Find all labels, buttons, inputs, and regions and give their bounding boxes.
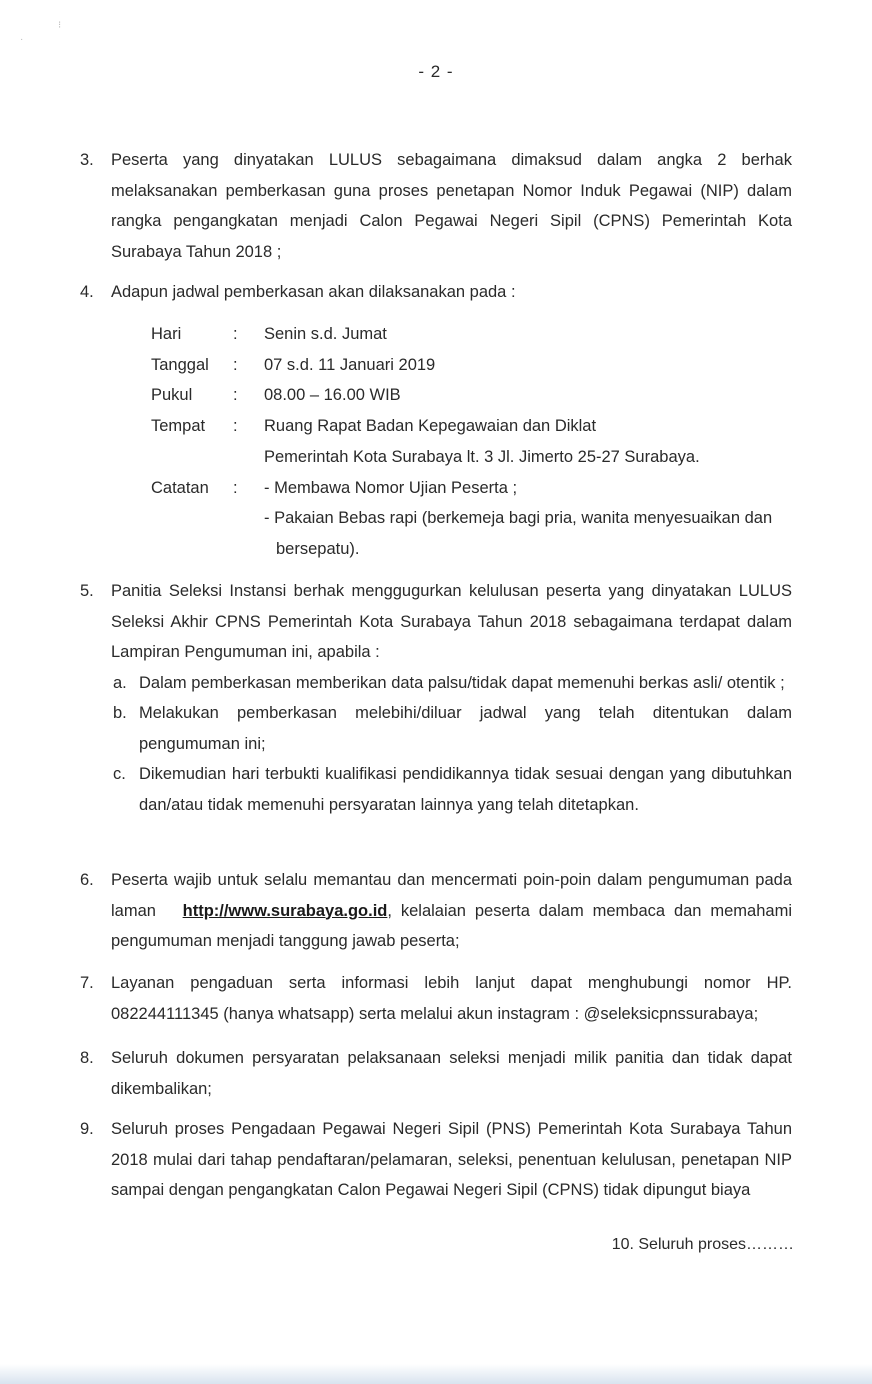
sub-item-a [113, 668, 792, 699]
continuation-text: 10. Seluruh proses……… [611, 1236, 794, 1253]
sub-item-letter: b. [113, 704, 127, 722]
item-number: 8. [80, 1049, 94, 1067]
list-item-6 [80, 865, 792, 957]
sub-item-b [113, 698, 792, 759]
sub-item-text: Melakukan pemberkasan melebihi/diluar jadwal yang telah ditentukan dalam pengumuman ini; [139, 704, 792, 753]
schedule-label: Tempat [151, 417, 206, 436]
list-item-3 [80, 145, 792, 267]
schedule-value: 07 s.d. 11 Januari 2019 [264, 355, 436, 374]
item-number: 4. [80, 283, 94, 301]
schedule-colon: : [233, 478, 238, 497]
schedule-value [264, 473, 801, 565]
schedule-value [264, 411, 801, 472]
sub-item-letter: a. [113, 673, 127, 692]
schedule-colon: : [233, 386, 238, 405]
schedule-row-tanggal [151, 350, 801, 381]
item-number: 6. [80, 871, 94, 889]
item-text: Peserta yang dinyatakan LULUS sebagaimana dimaksud dalam angka 2 berhak melaksanakan pemberkasan guna proses penetapan Nomor Induk Pegawai (NIP) dalam rangka pengangkatan menjadi Calon Pegawai Negeri Sipil (CPNS) Pemerintah Kota Surabaya Tahun 2018 ; [111, 151, 792, 261]
item-text: Layanan pengaduan serta informasi lebih lanjut dapat menghubungi nomor HP. 082244111345 (hanya whatsapp) serta melalui akun instagram : @seleksicpnssurabaya; [111, 974, 792, 1023]
schedule-colon: : [233, 417, 238, 436]
schedule-value-line: bersepatu). [276, 539, 360, 558]
page-number: - 2 - [418, 62, 454, 81]
schedule-value-line: Ruang Rapat Badan Kepegawaian dan Diklat [264, 417, 597, 436]
website-link[interactable]: http://www.surabaya.go.id [182, 901, 388, 920]
scan-speck: · [20, 34, 24, 45]
item-text-part: Peserta wajib untuk selalu memantau dan mencermati poin-poin dalam pengumuman pada laman [111, 871, 792, 920]
item-text: Seluruh proses Pengadaan Pegawai Negeri Sipil (PNS) Pemerintah Kota Surabaya Tahun 2018 mulai dari tahap pendaftaran/pelamaran, seleksi, penentuan kelulusan, penetapan NIP sampai dengan pengangkatan Calon Pegawai Negeri Sipil (CPNS) tidak dipungut biaya [111, 1120, 792, 1199]
item-number: 3. [80, 151, 94, 169]
schedule-row-catatan [151, 473, 801, 565]
item-text: Panitia Seleksi Instansi berhak menggugurkan kelulusan peserta yang dinyatakan LULUS Seleksi Akhir CPNS Pemerintah Kota Surabaya Tahun 2018 sebagaimana terdapat dalam Lampiran Pengumuman ini, apabila : [111, 582, 792, 661]
schedule-value: Senin s.d. Jumat [264, 325, 387, 343]
sub-list [113, 668, 792, 821]
schedule-colon: : [233, 355, 238, 374]
list-item-8 [80, 1043, 792, 1104]
schedule-label: Catatan [151, 478, 209, 497]
item-number: 5. [80, 582, 94, 600]
sub-item-text: Dikemudian hari terbukti kualifikasi pendidikannya tidak sesuai dengan yang dibutuhkan dan/atau tidak memenuhi persyaratan lainnya yang telah ditetapkan. [139, 765, 792, 814]
item-text: Adapun jadwal pemberkasan akan dilaksanakan pada : [111, 283, 516, 301]
schedule-label: Pukul [151, 386, 193, 405]
item-text: Seluruh dokumen persyaratan pelaksanaan seleksi menjadi milik panitia dan tidak dapat dikembalikan; [111, 1049, 792, 1098]
list-item-5 [80, 576, 792, 820]
scan-edge-band [0, 1364, 872, 1384]
scan-speck: ⁝ [58, 20, 62, 31]
sub-item-c [113, 759, 792, 820]
schedule-table [151, 319, 801, 565]
item-number: 7. [80, 974, 94, 992]
schedule-row-tempat [151, 411, 801, 472]
list-item-9 [80, 1114, 792, 1206]
schedule-row-hari [151, 319, 801, 350]
schedule-value-line: - Pakaian Bebas rapi (berkemeja bagi pria, wanita menyesuaikan dan [264, 509, 773, 528]
schedule-value-line: - Membawa Nomor Ujian Peserta ; [264, 478, 518, 497]
sub-item-text: Dalam pemberkasan memberikan data palsu/tidak dapat memenuhi berkas asli/ otentik ; [139, 673, 785, 692]
list-item-4 [80, 277, 792, 308]
sub-item-letter: c. [113, 765, 126, 783]
schedule-row-pukul [151, 380, 801, 411]
schedule-colon: : [233, 325, 238, 343]
schedule-label: Hari [151, 325, 182, 343]
schedule-label: Tanggal [151, 355, 209, 374]
list-item-7 [80, 968, 792, 1029]
item-number: 9. [80, 1120, 94, 1138]
schedule-value: 08.00 – 16.00 WIB [264, 386, 401, 405]
schedule-value-line: Pemerintah Kota Surabaya lt. 3 Jl. Jimerto 25-27 Surabaya. [264, 447, 700, 466]
item-text [111, 865, 792, 957]
item-text-part: , kelalaian peserta dalam membaca dan memahami pengumuman menjadi tanggung jawab peserta; [111, 901, 792, 950]
